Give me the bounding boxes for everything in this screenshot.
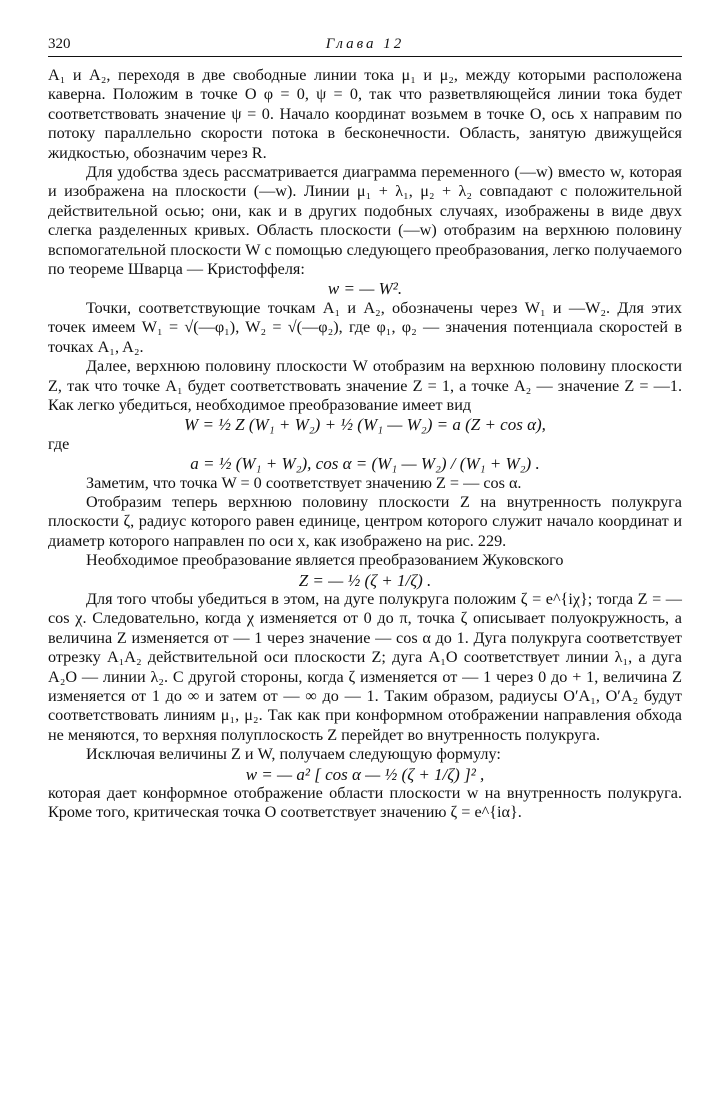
paragraph: Исключая величины Z и W, получаем следующую формулу: bbox=[86, 745, 501, 764]
formula: w = — W². bbox=[327, 279, 403, 299]
formula: w = — a² [ cos α — ½ (ζ + 1/ζ) ]² , bbox=[245, 764, 485, 784]
formula: a = ½ (W₁ + W₂), cos α = (W₁ — W₂) / (W₁ + W₂) . bbox=[190, 454, 540, 474]
paragraph: Точки, соответствующие точкам A₁ и A₂, обозначены через W₁ и —W₂. Для этих точек имеем W₁ = √(—φ₁), W₂ = √(—φ₂), где φ₁, φ₂ — значения потенциала скоростей в точках A₁, A₂. bbox=[48, 298, 682, 356]
paragraph: Для удобства здесь рассматривается диаграмма переменного (—w) вместо w, которая и изображена на плоскости (—w). Линии μ₁ + λ₁, μ₂ + λ₂ совпадают с положительной действительной осью; они, как и в других подобных случаях, изображены в виде двух слегка разделенных кривых. Область плоскости (—w) отобразим на верхнюю половину вспомогательной плоскости W с помощью следующего преобразования, легко получаемого по теореме Шварца — Кристоффеля: bbox=[48, 163, 682, 279]
paragraph: Необходимое преобразование является преобразованием Жуковского bbox=[86, 551, 564, 570]
formula: Z = — ½ (ζ + 1/ζ) . bbox=[298, 570, 432, 590]
paragraph: где bbox=[48, 434, 70, 453]
paragraph: Далее, верхнюю половину плоскости W отобразим на верхнюю половину плоскости Z, так что точке A₁ будет соответствовать значение Z = 1, а точке A₂ — значение Z = —1. Как легко убедиться, необходимое преобразование имеет вид bbox=[48, 357, 682, 414]
paragraph: Заметим, что точка W = 0 соответствует значению Z = — cos α. bbox=[86, 473, 522, 492]
page-header bbox=[48, 34, 682, 57]
formula: W = ½ Z (W₁ + W₂) + ½ (W₁ — W₂) = a (Z + cos α), bbox=[184, 415, 546, 435]
body-text bbox=[48, 66, 682, 823]
paragraph: Для того чтобы убедиться в этом, на дуге полукруга положим ζ = e^{iχ}; тогда Z = — cos χ. Следовательно, когда χ изменяется от 0 до π, точка ζ описывает полуокружность, а величина Z изменяется от — 1 через значение — cos α до 1. Дуга полукруга соответствует отрезку A₁A₂ действительной оси плоскости Z; дуга A₁O соответствует линии λ₁, а дуга A₂O — линии λ₂. С другой стороны, когда ζ изменяется от — 1 через 0 до + 1, величина Z изменяется от 1 до ∞ и затем от — ∞ до — 1. Таким образом, радиусы O′A₁, O′A₂ будут соответствовать линиям μ₁, μ₂. Так как при конформном отображении направления обхода не меняются, то верхняя полуплоскость Z перейдет во внутренность полукруга. bbox=[48, 589, 682, 744]
chapter-title: Глава 12 bbox=[325, 36, 405, 52]
page-number: 320 bbox=[48, 36, 71, 52]
paragraph: Отобразим теперь верхнюю половину плоскости Z на внутренность полукруга плоскости ζ, радиус которого равен единице, центром которого служит начало координат и диаметр которого направлен по оси x, как изображено на рис. 229. bbox=[48, 492, 682, 550]
paragraph: которая дает конформное отображение области плоскости w на внутренность полукруга. Кроме того, критическая точка O соответствует значению ζ = e^{iα}. bbox=[48, 784, 682, 822]
paragraph: A₁ и A₂, переходя в две свободные линии тока μ₁ и μ₂, между которыми расположена каверна. Положим в точке O φ = 0, ψ = 0, так что разветвляющейся линии тока будет соответствовать значение ψ = 0. Начало координат возьмем в точке O, ось x направим по потоку параллельно скорости потока в бесконечности. Область, занятую движущейся жидкостью, обозначим через R. bbox=[48, 66, 682, 162]
